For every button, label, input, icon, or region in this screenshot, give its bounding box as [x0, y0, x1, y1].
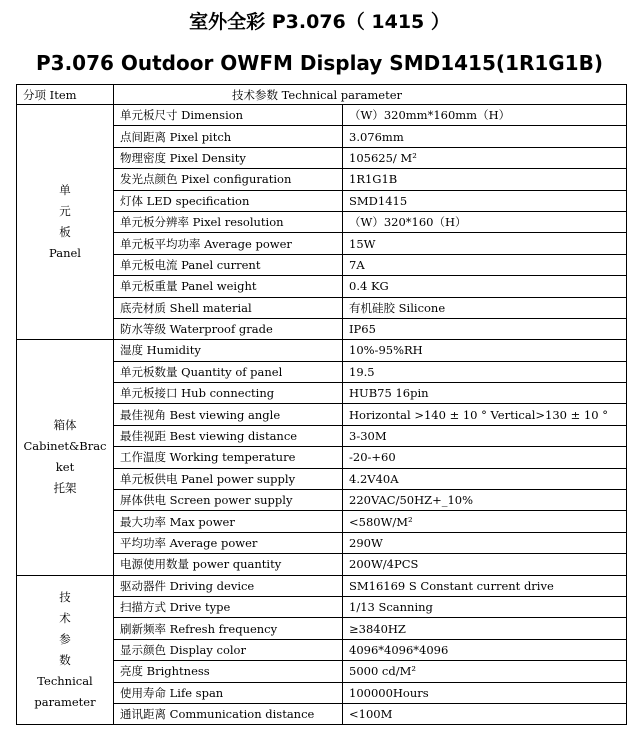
parameter-name: 物理密度 Pixel Density — [114, 147, 343, 168]
category-label-line: Technical — [37, 673, 93, 688]
parameter-value: 7A — [343, 254, 627, 275]
parameter-value: 290W — [343, 532, 627, 553]
parameter-value: IP65 — [343, 318, 627, 339]
category-label-line: 元 — [59, 204, 71, 219]
parameter-value: 4096*4096*4096 — [343, 639, 627, 660]
parameter-value: 200W/4PCS — [343, 554, 627, 575]
category-label-line: 托架 — [53, 481, 77, 496]
parameter-name: 单元板数量 Quantity of panel — [114, 361, 343, 382]
parameter-value: <580W/M² — [343, 511, 627, 532]
header-item: 分项 Item — [17, 85, 114, 105]
parameter-value: （W）320mm*160mm（H） — [343, 105, 627, 126]
table-row — [17, 575, 627, 596]
parameter-value: 4.2V40A — [343, 468, 627, 489]
parameter-value: HUB75 16pin — [343, 383, 627, 404]
parameter-name: 单元板分辨率 Pixel resolution — [114, 211, 343, 232]
parameter-name: 发光点颜色 Pixel configuration — [114, 169, 343, 190]
category-label-line: 箱体 — [53, 418, 77, 433]
table-header-row — [17, 85, 627, 105]
parameter-name: 单元板供电 Panel power supply — [114, 468, 343, 489]
parameter-name: 灯体 LED specification — [114, 190, 343, 211]
category-label-line: 技 — [59, 589, 71, 604]
header-technical-parameter: 技术参数 Technical parameter — [114, 85, 627, 105]
page-title-english: P3.076 Outdoor OWFM Display SMD1415(1R1G1B) — [36, 51, 603, 75]
parameter-value: 有机硅胶 Silicone — [343, 297, 627, 318]
parameter-name: 单元板接口 Hub connecting — [114, 383, 343, 404]
parameter-name: 单元板电流 Panel current — [114, 254, 343, 275]
category-cabinet-bracket — [17, 340, 114, 575]
parameter-name: 通讯距离 Communication distance — [114, 703, 343, 724]
parameter-name: 底壳材质 Shell material — [114, 297, 343, 318]
parameter-name: 工作温度 Working temperature — [114, 447, 343, 468]
parameter-value: Horizontal >140 ± 10 ° Vertical>130 ± 10 ° — [343, 404, 627, 425]
parameter-name: 屏体供电 Screen power supply — [114, 490, 343, 511]
category-label-line: 数 — [59, 652, 71, 667]
category-technical-parameter — [17, 575, 114, 725]
parameter-value: -20-+60 — [343, 447, 627, 468]
parameter-name: 单元板重量 Panel weight — [114, 276, 343, 297]
parameter-value: SM16169 S Constant current drive — [343, 575, 627, 596]
parameter-value: ≥3840HZ — [343, 618, 627, 639]
category-label-line: 参 — [59, 631, 71, 646]
parameter-value: 100000Hours — [343, 682, 627, 703]
parameter-name: 最大功率 Max power — [114, 511, 343, 532]
parameter-value: 15W — [343, 233, 627, 254]
parameter-value: 0.4 KG — [343, 276, 627, 297]
parameter-name: 最佳视角 Best viewing angle — [114, 404, 343, 425]
parameter-name: 使用寿命 Life span — [114, 682, 343, 703]
parameter-name: 单元板尺寸 Dimension — [114, 105, 343, 126]
parameter-value: 5000 cd/M² — [343, 661, 627, 682]
parameter-value: 3.076mm — [343, 126, 627, 147]
parameter-value: 10%-95%RH — [343, 340, 627, 361]
parameter-name: 驱动器件 Driving device — [114, 575, 343, 596]
parameter-value: 105625/ M² — [343, 147, 627, 168]
parameter-value: 19.5 — [343, 361, 627, 382]
parameter-name: 最佳视距 Best viewing distance — [114, 425, 343, 446]
page-title-chinese: 室外全彩 P3.076（ 1415 ） — [189, 11, 450, 33]
category-label-line: ket — [55, 460, 75, 475]
parameter-value: 1/13 Scanning — [343, 596, 627, 617]
table-row — [17, 105, 627, 126]
category-label-line: Cabinet&Brac — [23, 439, 107, 454]
parameter-value: 220VAC/50HZ+_10% — [343, 490, 627, 511]
parameter-name: 显示颜色 Display color — [114, 639, 343, 660]
parameter-name: 点间距离 Pixel pitch — [114, 126, 343, 147]
parameter-name: 电源使用数量 power quantity — [114, 554, 343, 575]
category-label-line: 单 — [59, 183, 71, 198]
parameter-value: 1R1G1B — [343, 169, 627, 190]
parameter-name: 刷新频率 Refresh frequency — [114, 618, 343, 639]
category-label-line: Panel — [49, 246, 81, 261]
category-panel — [17, 105, 114, 340]
parameter-name: 扫描方式 Drive type — [114, 596, 343, 617]
spec-table — [16, 84, 627, 725]
parameter-name: 湿度 Humidity — [114, 340, 343, 361]
parameter-name: 防水等级 Waterproof grade — [114, 318, 343, 339]
parameter-name: 亮度 Brightness — [114, 661, 343, 682]
parameter-value: （W）320*160（H） — [343, 211, 627, 232]
category-label-line: 板 — [59, 225, 71, 240]
category-label-line: 术 — [59, 610, 71, 625]
parameter-value: 3-30M — [343, 425, 627, 446]
parameter-name: 单元板平均功率 Average power — [114, 233, 343, 254]
category-label-line: parameter — [34, 694, 96, 709]
parameter-value: <100M — [343, 703, 627, 724]
spec-table-body — [17, 105, 627, 725]
parameter-value: SMD1415 — [343, 190, 627, 211]
parameter-name: 平均功率 Average power — [114, 532, 343, 553]
table-row — [17, 340, 627, 361]
